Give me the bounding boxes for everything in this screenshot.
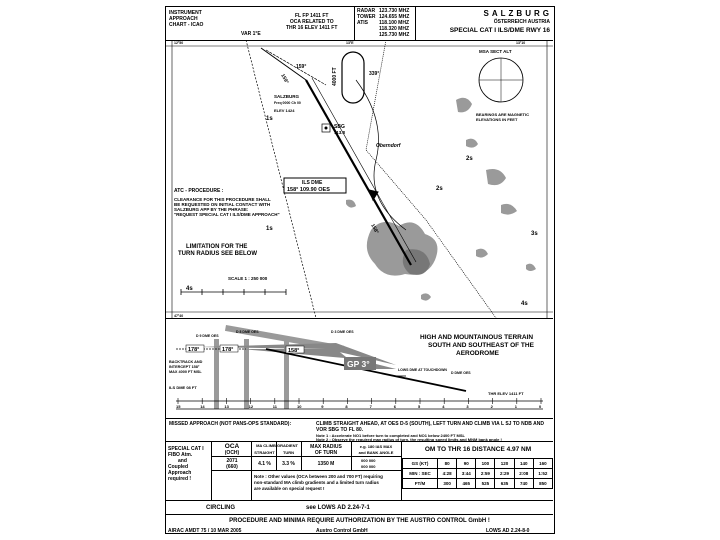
dme-label: LOWS DME AT TOUCHDOWN — [398, 368, 447, 372]
distance-tick-label: 5 — [418, 404, 421, 409]
minima-note: Note : Other values (OCA between 200 and 700 FT) requiring non-standard MA climb gradients and a limited turn radius are available on special request ! — [254, 474, 383, 491]
dme-box — [284, 178, 346, 193]
profile-view — [166, 318, 553, 419]
speed-table-cell: 80 — [438, 459, 457, 469]
distance-tick-label: 7 — [369, 404, 372, 409]
navaid-sbg: SBG — [334, 124, 345, 130]
atc-line-1: CLEARANCE FOR THIS PROCEDURE SHALL — [174, 197, 271, 202]
frequency-box — [354, 7, 416, 40]
coord-label: 13°10 — [516, 41, 526, 45]
ils-note: ILS DME 08 FT — [169, 385, 197, 390]
sector-number: 1s — [266, 116, 273, 122]
atc-line-3: SALZBURG APP BY THE PHRASE: — [174, 207, 249, 212]
min-row — [403, 469, 553, 479]
speed-table-cell: 740 — [514, 479, 533, 489]
vor-icon — [322, 124, 330, 132]
fix-salzburg-sub: Freq 0000 Ch 00 — [274, 101, 301, 105]
distance-tick-label: 12 — [248, 404, 254, 409]
oca-head: OCA (OCH) — [224, 443, 240, 456]
circling-row — [166, 500, 553, 515]
sector-number: 4s — [521, 301, 528, 307]
speed-table-cell: 525 — [476, 479, 495, 489]
left-note-1: BACKTRACK AND — [169, 360, 203, 364]
speed-table-cell: 2:08 — [514, 469, 533, 479]
ma-col-turn: TURN — [282, 450, 295, 455]
speed-table — [402, 458, 553, 489]
distance-tick-label: 15 — [176, 404, 181, 409]
minima-table — [166, 441, 553, 501]
airport-name: SALZBURG — [483, 9, 552, 18]
obstacle-bars — [214, 325, 344, 409]
svg-text:GP 3°: GP 3° — [347, 359, 370, 369]
ma-head: MA CLIMB GRADIENT — [256, 443, 298, 448]
speed-table-cell: 850 — [533, 479, 552, 489]
svg-text:158°: 158° — [288, 348, 300, 354]
gp-label-box — [344, 357, 376, 370]
svg-text:178°: 178° — [188, 347, 200, 353]
authorization-note: PROCEDURE AND MINIMA REQUIRE AUTHORIZATION BY THE AUSTRO CONTROL GmbH ! — [166, 514, 553, 528]
limitation-line-2: TURN RADIUS SEE BELOW — [178, 251, 258, 257]
speed-table-cell: 100 — [476, 459, 495, 469]
thr-label: THR ELEV 1411 FT — [488, 391, 524, 396]
oca-value: 2071 (660) — [226, 458, 238, 470]
sector-number: 2s — [436, 186, 443, 192]
distance-tick-label: 2 — [490, 404, 493, 409]
sector-number: 4s — [186, 286, 193, 292]
msa-note-1: BEARINGS ARE MAGNETIC — [476, 112, 529, 117]
distance-tick-label: 3 — [466, 404, 469, 409]
distance-tick-label: 4 — [442, 404, 445, 409]
missed-note-2: Note 2 : Observe the required max radius of turn, the resulting speed limits and MNM bank angle ! — [316, 437, 502, 442]
freq-values: 123.730 MHZ 124.655 MHZ 118.100 MHZ 118.320 MHZ 125.730 MHZ — [379, 8, 410, 38]
circling-ref: see LOWS AD 2.24-7-1 — [306, 505, 370, 511]
atc-line-4: "REQUEST SPECIAL CAT I ILS/DME APPROACH" — [174, 212, 280, 217]
distance-tick-label: 6 — [393, 404, 397, 409]
msa-circle — [479, 49, 523, 102]
sector-number: 2s — [466, 156, 473, 162]
atc-line-2: BE REQUESTED ON INITIAL CONTACT WITH — [174, 202, 271, 207]
freq-names: RADAR TOWER ATIS — [357, 8, 376, 26]
plan-view — [166, 40, 553, 318]
holding-pattern — [342, 52, 364, 103]
radial-label-159: 159° — [279, 73, 290, 85]
speed-table-cell: MIN : SEC — [403, 469, 438, 479]
distance-tick-label: 9 — [321, 404, 324, 409]
missed-approach — [166, 418, 553, 442]
state-name: ÖSTERREICH AUSTRIA — [493, 19, 550, 25]
approach-chart — [165, 6, 555, 534]
terrain-note-3: AERODROME — [456, 350, 499, 357]
holding-altitude: 4000 FT — [332, 67, 338, 86]
fix-salzburg: SALZBURG — [274, 94, 299, 99]
missed-note-1: Note 1 : Accelerate NO1 before turn to completed and NO1 below 2400 FT MSL — [316, 433, 465, 438]
gs-row — [403, 459, 553, 469]
atc-title: ATC - PROCEDURE : — [174, 188, 224, 194]
scale-label: SCALE 1 : 250 000 — [228, 276, 268, 281]
distance-tick-label: 13 — [224, 404, 229, 409]
sector-number: 1s — [266, 226, 273, 232]
circling-label: CIRCLING — [206, 505, 235, 511]
variation-label: VAR 1°E — [241, 31, 261, 37]
scale-bar — [181, 289, 286, 295]
chart-type: INSTRUMENT APPROACH CHART - ICAO — [169, 10, 204, 28]
footer-left: AIRAC AMDT 75 / 10 MAR 2005 — [168, 528, 242, 534]
svg-text:ILS DME: ILS DME — [302, 180, 323, 186]
speed-table-cell: 2:29 — [495, 469, 514, 479]
fpm-row — [403, 479, 553, 489]
missed-title: MISSED APPROACH (NOT PANS-OPS STANDARD): — [169, 421, 292, 427]
bank-head: e.g. 180 IAS MAX and BANK ANGLE — [358, 444, 394, 455]
dme-label: D 3 DME OES — [331, 330, 354, 334]
dme-label: D 8 DME OES — [236, 330, 259, 334]
distance-tick-label: 10 — [297, 404, 302, 409]
procedure-title: SPECIAL CAT I ILS/DME RWY 16 — [449, 27, 550, 34]
limitation-line-1: LIMITATION FOR THE — [186, 244, 248, 250]
left-note-2: INTERCEPT 158° — [169, 365, 200, 369]
fix-salzburg-elev: ELEV 1424 — [274, 108, 295, 113]
distance-tick-label: 0 — [539, 404, 542, 409]
navaid-sbg-freq: 113.8 — [334, 130, 346, 135]
ma-value-turn: 3.3 % — [282, 461, 295, 467]
distance-scale — [176, 401, 543, 409]
dme-label: D 9 DME OES — [196, 334, 219, 338]
terrain-note-1: HIGH AND MOUNTAINOUS TERRAIN — [420, 334, 534, 341]
speed-table-cell: 160 — [533, 459, 552, 469]
missed-text: CLIMB STRAIGHT AHEAD, AT OES D-5 (SOUTH), LEFT TURN AND CLIMB VIA L SJ TO NDB AND VOR SBG TO FL 80. — [316, 421, 544, 433]
speed-table-cell: 4:28 — [438, 469, 457, 479]
speed-table-cell: 120 — [495, 459, 514, 469]
left-note-3: MAX 4000 FT MSL — [169, 370, 202, 374]
footer-right: LOWS AD 2.24-8-0 — [486, 528, 530, 534]
msa-note-2: ELEVATIONS IN FEET — [476, 117, 518, 122]
holding-outbound: 159° — [296, 64, 307, 70]
speed-table-cell: 300 — [438, 479, 457, 489]
coord-label: 47°40 — [174, 314, 184, 318]
sector-number: 3s — [531, 231, 538, 237]
svg-text:178°: 178° — [222, 347, 234, 353]
svg-text:158° 109.90 OES: 158° 109.90 OES — [287, 187, 330, 193]
distance-ticks — [176, 398, 542, 409]
speed-table-cell: 1:52 — [533, 469, 552, 479]
radius-value: 1350 M — [317, 461, 335, 467]
terrain-note-2: SOUTH AND SOUTHEAST OF THE — [428, 342, 534, 349]
ma-value-straight: 4.1 % — [258, 461, 271, 467]
ma-col-straight: STRAIGHT — [254, 450, 275, 455]
speed-table-cell: GS (KT) — [403, 459, 438, 469]
coord-label: 12°50 — [174, 41, 184, 45]
speed-table-cell: 635 — [495, 479, 514, 489]
speed-table-cell: FT/M — [403, 479, 438, 489]
speed-table-cell: 2:59 — [476, 469, 495, 479]
place-oberndorf: Oberndorf — [376, 143, 401, 149]
speed-table-cell: 140 — [514, 459, 533, 469]
footer-center: Austro Control GmbH — [316, 528, 368, 534]
svg-text:MSA SECT ALT: MSA SECT ALT — [479, 49, 512, 54]
distance-tick-label: 11 — [272, 404, 278, 409]
holding-course: 339° — [369, 71, 380, 77]
coord-label: 13°E — [346, 41, 354, 45]
distance-tick-label: 8 — [345, 404, 348, 409]
radius-head: MAX RADIUS OF TURN — [310, 444, 342, 456]
dme-label: D DME OES — [451, 371, 471, 375]
altitude-reference: FL FP 1411 FT OCA RELATED TO THR 16 ELEV 1411 FT — [286, 13, 338, 31]
cat-label: SPECIAL CAT I FIBO Atm. and Coupled Approach required ! — [168, 446, 204, 482]
distance-tick-label: 14 — [200, 404, 205, 409]
speed-table-cell: 465 — [457, 479, 476, 489]
bank-values: 000 000 000 000 — [361, 458, 376, 469]
distance-tick-label: 1 — [514, 404, 518, 409]
distance-title: OM TO THR 16 DISTANCE 4.97 NM — [424, 446, 532, 453]
speed-table-cell: 3:44 — [457, 469, 476, 479]
speed-table-cell: 90 — [457, 459, 476, 469]
sector-numbers — [186, 116, 538, 318]
header — [166, 7, 553, 41]
radial-label: 158° — [369, 223, 380, 235]
